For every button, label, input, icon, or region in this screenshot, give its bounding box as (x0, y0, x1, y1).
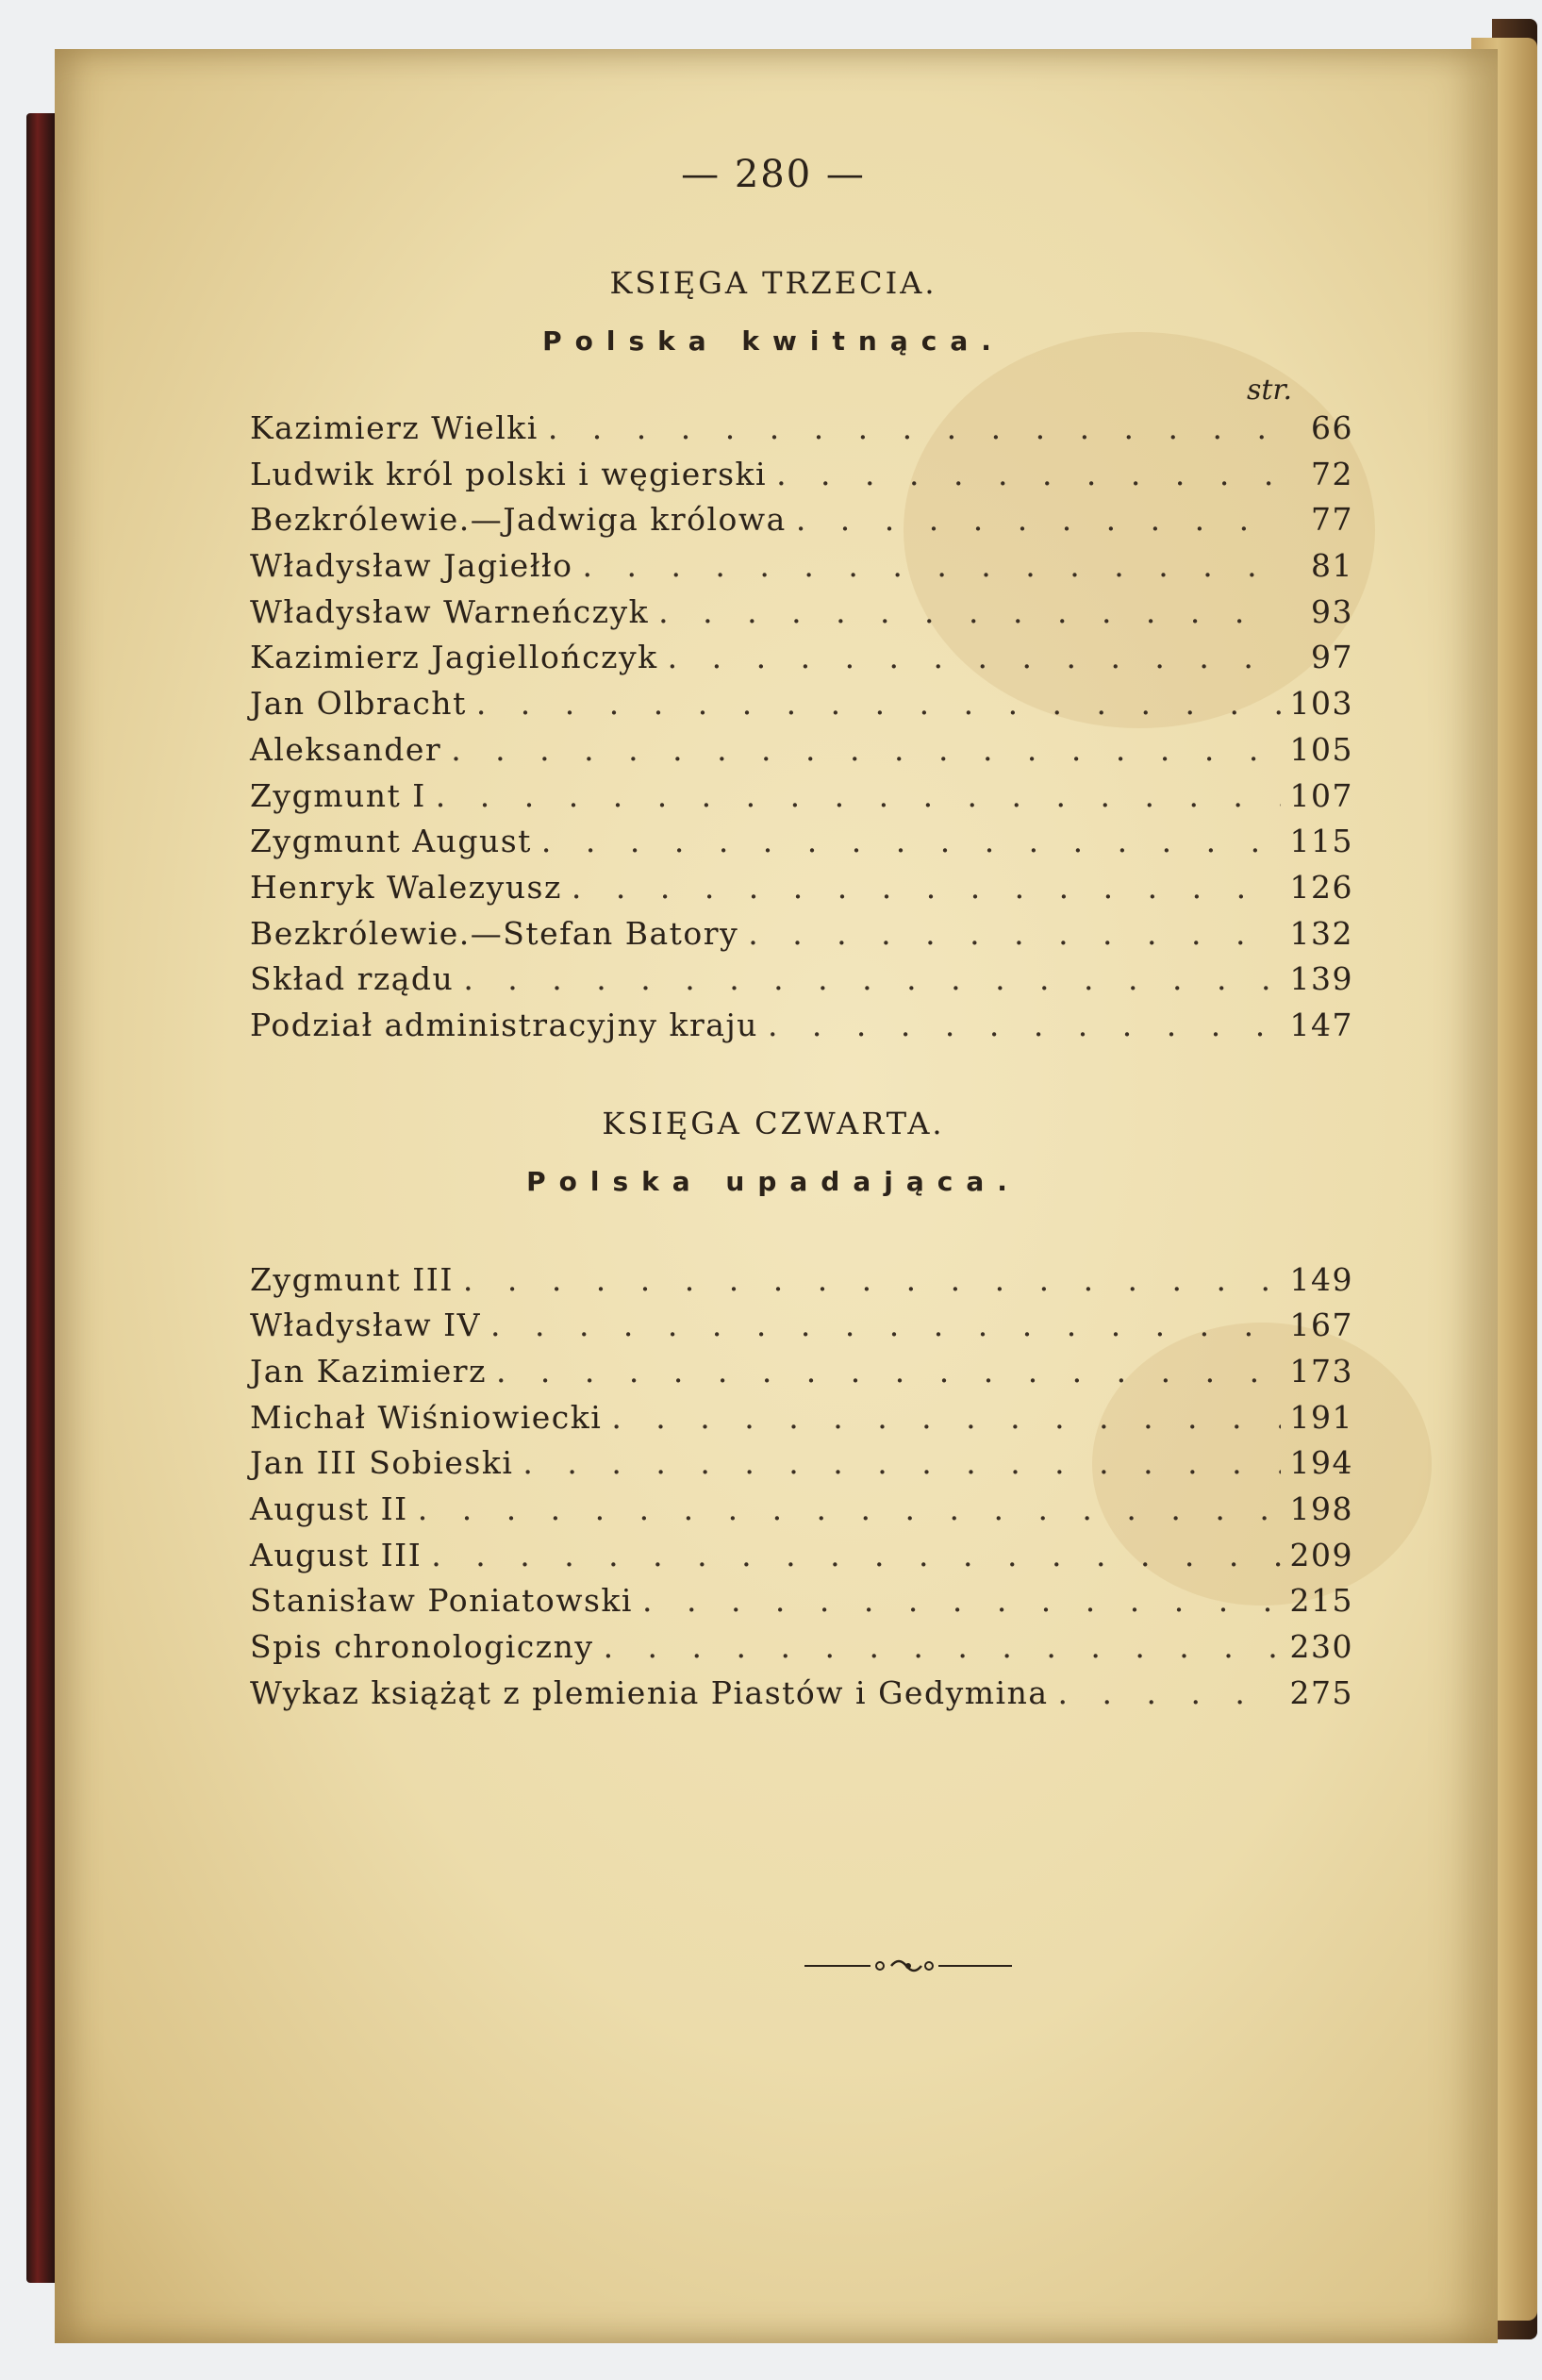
entry-title: August III (250, 1536, 423, 1573)
entry-page: 147 (1289, 1006, 1353, 1043)
leader-dots (1058, 1674, 1281, 1711)
toc-entry (250, 823, 1353, 869)
end-ornament (804, 1956, 1012, 1975)
entry-title: Henryk Walezyusz (250, 868, 562, 906)
leader-dots (658, 593, 1282, 630)
toc-entry (250, 1444, 1353, 1490)
leader-dots (418, 1490, 1281, 1527)
leader-dots (451, 731, 1280, 768)
leader-dots (496, 1353, 1281, 1390)
leader-dots (796, 501, 1282, 538)
entry-page: 173 (1289, 1353, 1353, 1390)
leader-dots (463, 960, 1280, 997)
entry-title: August II (250, 1490, 408, 1528)
entry-title: Wykaz książąt z plemienia Piastów i Gedymina (250, 1673, 1049, 1711)
entry-title: Jan III Sobieski (250, 1444, 514, 1482)
leader-dots (582, 547, 1282, 584)
leader-dots (436, 777, 1281, 814)
entry-title: Spis chronologiczny (250, 1628, 594, 1666)
leader-dots (768, 1007, 1281, 1043)
entry-title: Kazimierz Wielki (250, 409, 539, 446)
toc-entry (250, 960, 1353, 1007)
entry-page: 191 (1289, 1398, 1353, 1436)
entry-page: 115 (1289, 823, 1353, 860)
toc-list (250, 1261, 1353, 1721)
entry-title: Jan Olbracht (250, 685, 467, 723)
entry-page: 77 (1311, 501, 1353, 539)
toc-entry (250, 869, 1353, 915)
toc-entry (250, 501, 1353, 547)
entry-title: Michał Wiśniowiecki (250, 1398, 603, 1436)
leader-dots (642, 1582, 1281, 1619)
entry-page: 93 (1311, 592, 1353, 630)
leader-dots (572, 869, 1281, 906)
entry-page: 209 (1289, 1536, 1353, 1573)
leader-dots (668, 639, 1282, 675)
toc-entry (250, 1674, 1353, 1721)
entry-page: 139 (1289, 960, 1353, 998)
toc-entry (250, 915, 1353, 961)
toc-entry (250, 547, 1353, 593)
entry-title: Ludwik król polski i węgierski (250, 455, 768, 492)
toc-entry (250, 409, 1353, 456)
entry-page: 215 (1289, 1582, 1353, 1620)
entry-title: Podział administracyjny kraju (250, 1006, 758, 1043)
leader-dots (541, 823, 1281, 859)
toc-entry (250, 1261, 1353, 1307)
leader-dots (748, 915, 1280, 952)
entry-page: 126 (1289, 868, 1353, 906)
entry-page: 72 (1311, 455, 1353, 492)
toc-entry (250, 593, 1353, 640)
entry-page: 198 (1289, 1490, 1353, 1528)
toc-entry (250, 1007, 1353, 1053)
toc-entry (250, 731, 1353, 777)
entry-title: Zygmunt I (250, 776, 426, 814)
leader-dots (431, 1537, 1280, 1573)
toc-entry (250, 1307, 1353, 1353)
leader-dots (548, 409, 1282, 446)
entry-title: Bezkrólewie.—Stefan Batory (250, 914, 739, 952)
entry-title: Kazimierz Jagiellończyk (250, 639, 658, 676)
entry-page: 149 (1289, 1260, 1353, 1298)
entry-page: 107 (1289, 776, 1353, 814)
leader-dots (463, 1261, 1281, 1298)
entry-page: 167 (1289, 1307, 1353, 1344)
leader-dots (611, 1399, 1280, 1436)
entry-page: 105 (1289, 730, 1353, 768)
leader-dots (490, 1307, 1281, 1343)
entry-title: Skład rządu (250, 960, 455, 998)
entry-page: 81 (1311, 547, 1353, 585)
toc-entry (250, 1537, 1353, 1583)
entry-page: 275 (1289, 1673, 1353, 1711)
toc-entry (250, 456, 1353, 502)
book-spine (26, 113, 58, 2283)
entry-page: 230 (1289, 1628, 1353, 1666)
toc-entry (250, 1628, 1353, 1674)
entry-title: Bezkrólewie.—Jadwiga królowa (250, 501, 787, 539)
toc-entry (250, 1353, 1353, 1399)
toc-list (250, 409, 1353, 1053)
toc-content (250, 90, 1410, 1721)
entry-title: Zygmunt III (250, 1260, 454, 1298)
entry-title: Jan Kazimierz (250, 1353, 487, 1390)
entry-title: Stanisław Poniatowski (250, 1582, 633, 1620)
entry-title: Władysław IV (250, 1307, 481, 1344)
section-subtitle: Polska upadająca. (526, 1165, 1020, 1197)
section-title: KSIĘGA TRZECIA. (609, 265, 937, 301)
section-subtitle: Polska kwitnąca. (542, 325, 1004, 357)
leader-dots (522, 1444, 1280, 1481)
toc-entry (250, 1582, 1353, 1628)
toc-entry (250, 639, 1353, 685)
toc-entry (250, 1399, 1353, 1445)
entry-title: Aleksander (250, 730, 442, 768)
leader-dots (476, 685, 1281, 722)
entry-title: Zygmunt August (250, 823, 532, 860)
leader-dots (604, 1628, 1281, 1665)
leader-dots (776, 456, 1282, 492)
entry-page: 66 (1311, 409, 1353, 446)
page-column-header: str. (1246, 374, 1292, 407)
entry-page: 194 (1289, 1444, 1353, 1482)
toc-entry (250, 777, 1353, 824)
entry-page: 97 (1311, 639, 1353, 676)
toc-entry (250, 685, 1353, 731)
entry-page: 103 (1289, 685, 1353, 723)
toc-entry (250, 1490, 1353, 1537)
entry-page: 132 (1289, 914, 1353, 952)
entry-title: Władysław Jagiełło (250, 547, 573, 585)
entry-title: Władysław Warneńczyk (250, 592, 650, 630)
page-number: — 280 — (681, 153, 866, 196)
section-title: KSIĘGA CZWARTA. (602, 1105, 945, 1141)
